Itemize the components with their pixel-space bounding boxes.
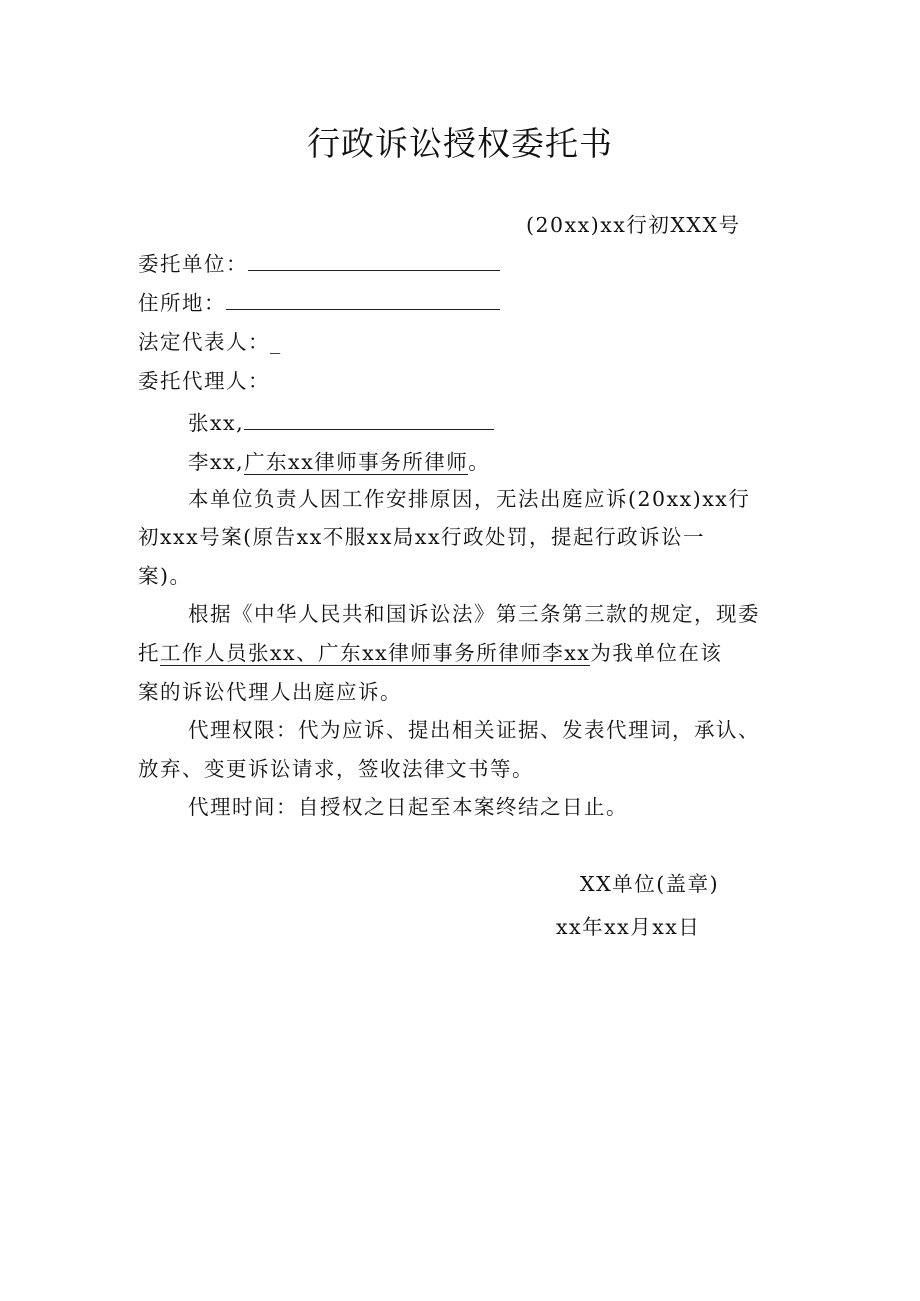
paragraph-4-line-1: 代理时间：自授权之日起至本案终结之日止。 <box>188 795 628 819</box>
case-number: (20xx)xx行初XXX号 <box>526 213 741 237</box>
paragraph-2-underlined: 工作人员张xx、广东xx律师事务所律师李xx <box>160 641 591 665</box>
agent-label: 委托代理人： <box>138 369 270 393</box>
signature-date: xx年xx月xx日 <box>556 915 701 939</box>
agent-2-end: 。 <box>468 450 491 474</box>
paragraph-1-line-2: 初xxx号案(原告xx不服xx局xx行政处罚，提起行政诉讼一 <box>138 525 706 549</box>
paragraph-2-line-1: 根据《中华人民共和国诉讼法》第三条第三款的规定，现委 <box>188 602 760 626</box>
signature-unit: XX单位(盖章) <box>580 872 720 896</box>
paragraph-2-line-2-start: 托 <box>138 641 160 665</box>
agent-row-2 <box>188 449 490 475</box>
paragraph-1-line-1: 本单位负责人因工作安排原因，无法出庭应诉(20xx)xx行 <box>188 487 751 511</box>
paragraph-3-line-1: 代理权限：代为应诉、提出相关证据、发表代理词，承认、 <box>188 718 760 742</box>
client-unit-row <box>138 251 500 277</box>
address-row <box>138 290 500 316</box>
address-label: 住所地： <box>138 291 226 315</box>
paragraph-2-line-2-end: 为我单位在该 <box>590 641 723 665</box>
agent-2-title: 广东xx律师事务所律师 <box>244 450 469 474</box>
legal-rep-blank: _ <box>270 330 282 354</box>
client-unit-blank <box>248 252 500 271</box>
paragraph-3-line-2: 放弃、变更诉讼请求，签收法律文书等。 <box>138 757 534 781</box>
legal-rep-label: 法定代表人： <box>138 330 270 354</box>
legal-rep-row <box>138 329 282 355</box>
page-title: 行政诉讼授权委托书 <box>307 124 613 163</box>
paragraph-2-line-3: 案的诉讼代理人出庭应诉。 <box>138 680 402 704</box>
paragraph-2-line-2 <box>138 640 722 666</box>
agent-1-blank <box>244 411 494 430</box>
paragraph-1-line-3: 案)。 <box>138 564 192 588</box>
agent-2-name: 李xx, <box>188 450 245 474</box>
agent-1-name: 张xx, <box>188 411 245 435</box>
agent-row-1 <box>188 410 494 436</box>
address-blank <box>226 291 500 310</box>
client-unit-label: 委托单位： <box>138 252 248 276</box>
